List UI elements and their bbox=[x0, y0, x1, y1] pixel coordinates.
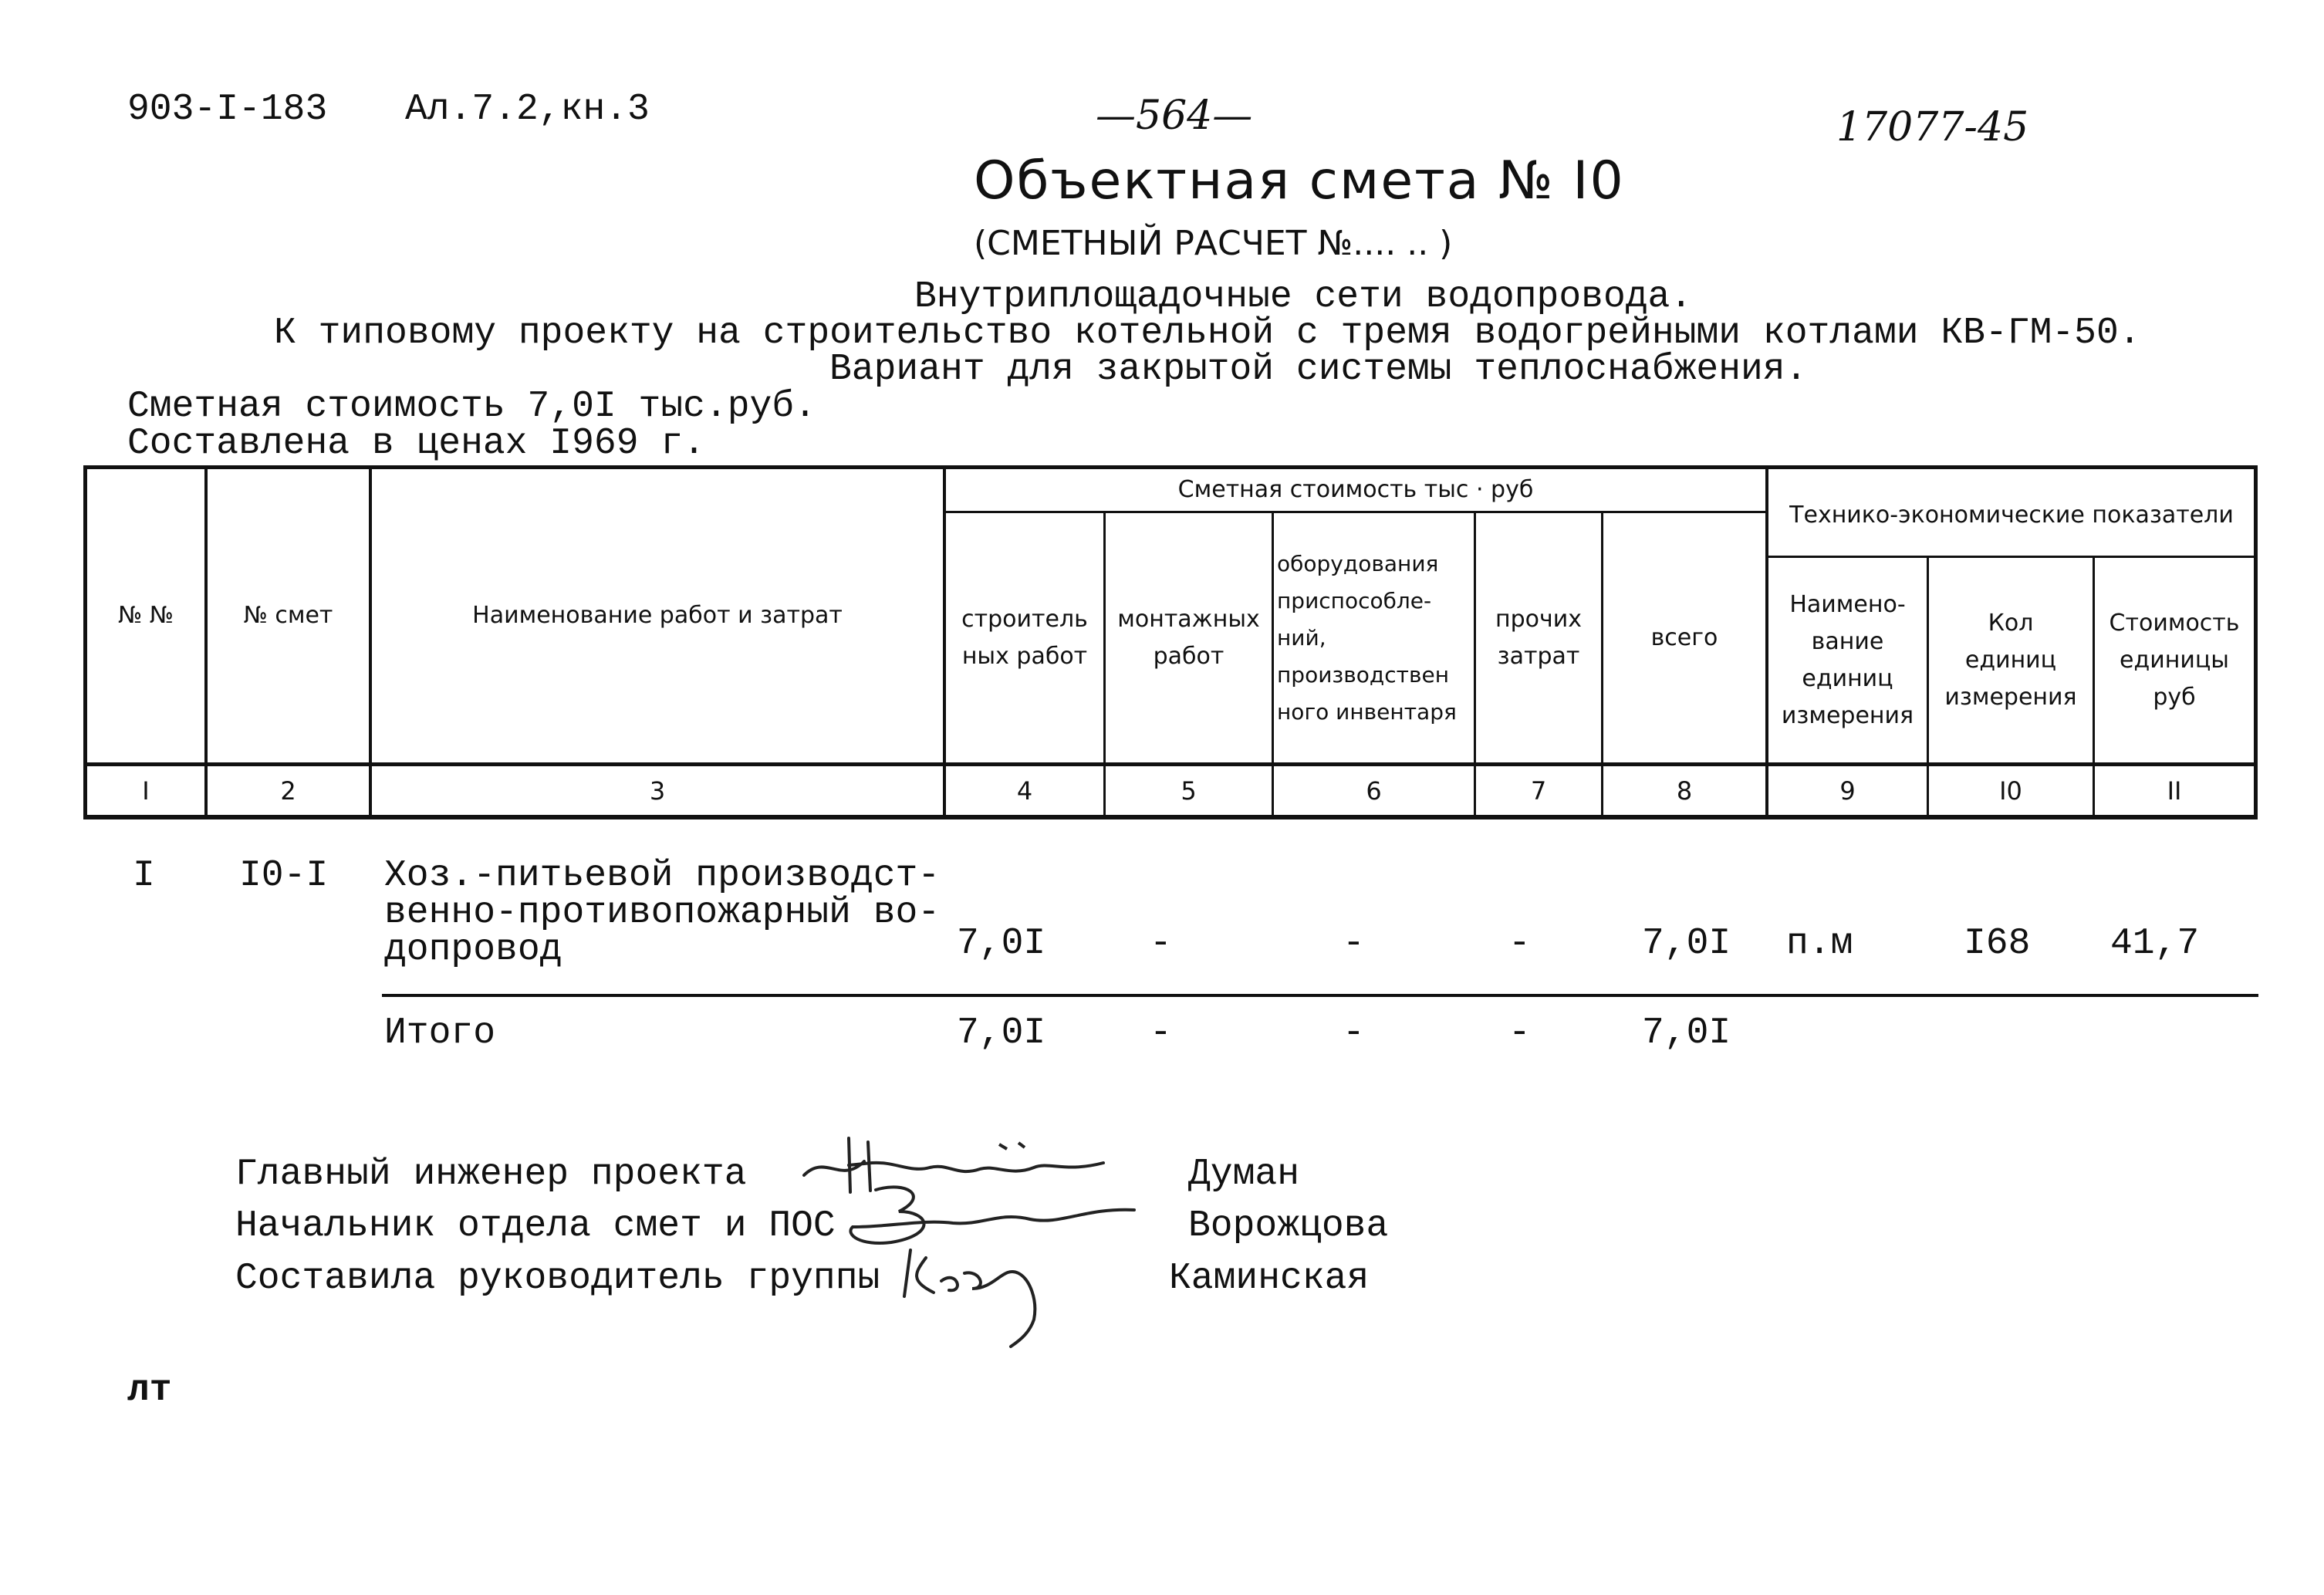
signature-name-chief-engineer: Думан bbox=[1188, 1154, 1300, 1195]
totals-equipment: - bbox=[1343, 1012, 1365, 1054]
totals-total: 7,0I bbox=[1642, 1012, 1731, 1054]
description-line-3: Вариант для закрытой системы теплоснабжения. bbox=[829, 349, 1808, 390]
row-installation-cost: - bbox=[1150, 923, 1172, 965]
album-reference: Ал.7.2,кн.3 bbox=[405, 89, 650, 130]
row-number: I bbox=[133, 855, 155, 897]
row-name-line-3: допровод bbox=[384, 929, 562, 971]
document-title: Объектная смета № I0 bbox=[974, 150, 1625, 211]
col-header-unit-name: Наимено- вание единиц измерения bbox=[1781, 590, 1914, 729]
col-number-9: 9 bbox=[1839, 776, 1856, 806]
col-header-installation: монтажных работ bbox=[1117, 605, 1260, 670]
description-line-2: К типовому проекту на строительство котельной с тремя водогрейными котлами КВ-ГМ-50. bbox=[274, 313, 2141, 354]
col-number-4: 4 bbox=[1016, 776, 1033, 806]
row-unit-quantity: I68 bbox=[1964, 923, 2031, 965]
row-estimate-number: I0-I bbox=[239, 855, 329, 897]
row-other-cost: - bbox=[1508, 923, 1531, 965]
footer-mark: лт bbox=[127, 1370, 172, 1411]
page-number: —564— bbox=[1096, 93, 1253, 139]
doc-code: 903-I-183 bbox=[127, 89, 328, 130]
signature-name-group-leader: Каминская bbox=[1169, 1258, 1370, 1299]
row-unit-cost: 41,7 bbox=[2110, 923, 2200, 965]
signature-role-estimates-head: Начальник отдела смет и ПОС bbox=[235, 1205, 836, 1247]
col-number-5: 5 bbox=[1181, 776, 1197, 806]
col-number-8: 8 bbox=[1676, 776, 1693, 806]
col-header-unit-cost: Стоимость единицы руб bbox=[2109, 609, 2240, 711]
signature-role-group-leader: Составила руководитель группы bbox=[235, 1258, 880, 1299]
col-number-3: 3 bbox=[649, 776, 666, 806]
row-unit-name: п.м bbox=[1786, 923, 1853, 965]
group-header-estimated-cost: Сметная стоимость тыс · руб bbox=[1177, 476, 1534, 503]
signature-name-estimates-head: Ворожцова bbox=[1188, 1205, 1389, 1247]
col-number-11: II bbox=[2167, 776, 2182, 806]
col-header-construction: строитель ных работ bbox=[961, 605, 1088, 670]
handwritten-signature-group-leader bbox=[895, 1235, 1080, 1350]
document-subtitle: (СМЕТНЫЙ РАСЧЕТ №.... .. ) bbox=[974, 224, 1453, 263]
inventory-number: 17077-45 bbox=[1836, 104, 2029, 150]
row-name-line-1: Хоз.-питьевой производст- bbox=[384, 855, 941, 897]
col-header-other-costs: прочих затрат bbox=[1495, 605, 1582, 670]
row-construction-cost: 7,0I bbox=[957, 923, 1046, 965]
row-total-cost: 7,0I bbox=[1642, 923, 1731, 965]
signature-role-chief-engineer: Главный инженер проекта bbox=[235, 1154, 747, 1195]
col-number-1: I bbox=[142, 776, 150, 806]
estimated-cost-line: Сметная стоимость 7,0I тыс.руб. bbox=[127, 386, 816, 427]
col-number-7: 7 bbox=[1530, 776, 1547, 806]
col-header-estimate-no: № смет bbox=[243, 602, 333, 629]
col-header-equipment: оборудования приспособле- ний, производствен ного инвентаря bbox=[1277, 550, 1457, 725]
col-number-2: 2 bbox=[280, 776, 296, 806]
totals-other: - bbox=[1508, 1012, 1531, 1054]
totals-divider bbox=[382, 994, 2258, 997]
col-header-row-no: № № bbox=[118, 602, 174, 629]
totals-construction: 7,0I bbox=[957, 1012, 1046, 1054]
description-line-1: Внутриплощадочные сети водопровода. bbox=[914, 276, 1693, 318]
col-header-work-name: Наименование работ и затрат bbox=[472, 602, 843, 629]
group-header-tech-economic: Технико-экономические показатели bbox=[1789, 502, 2234, 529]
totals-installation: - bbox=[1150, 1012, 1172, 1054]
col-number-10: I0 bbox=[1999, 776, 2022, 806]
row-equipment-cost: - bbox=[1343, 923, 1365, 965]
totals-label: Итого bbox=[384, 1012, 496, 1054]
col-number-6: 6 bbox=[1366, 776, 1382, 806]
col-header-unit-quantity: Кол единиц измерения bbox=[1944, 609, 2077, 711]
col-header-total: всего bbox=[1650, 623, 1718, 651]
price-base-line: Составлена в ценах I969 г. bbox=[127, 423, 705, 465]
row-name-line-2: венно-противопожарный во- bbox=[384, 892, 941, 934]
